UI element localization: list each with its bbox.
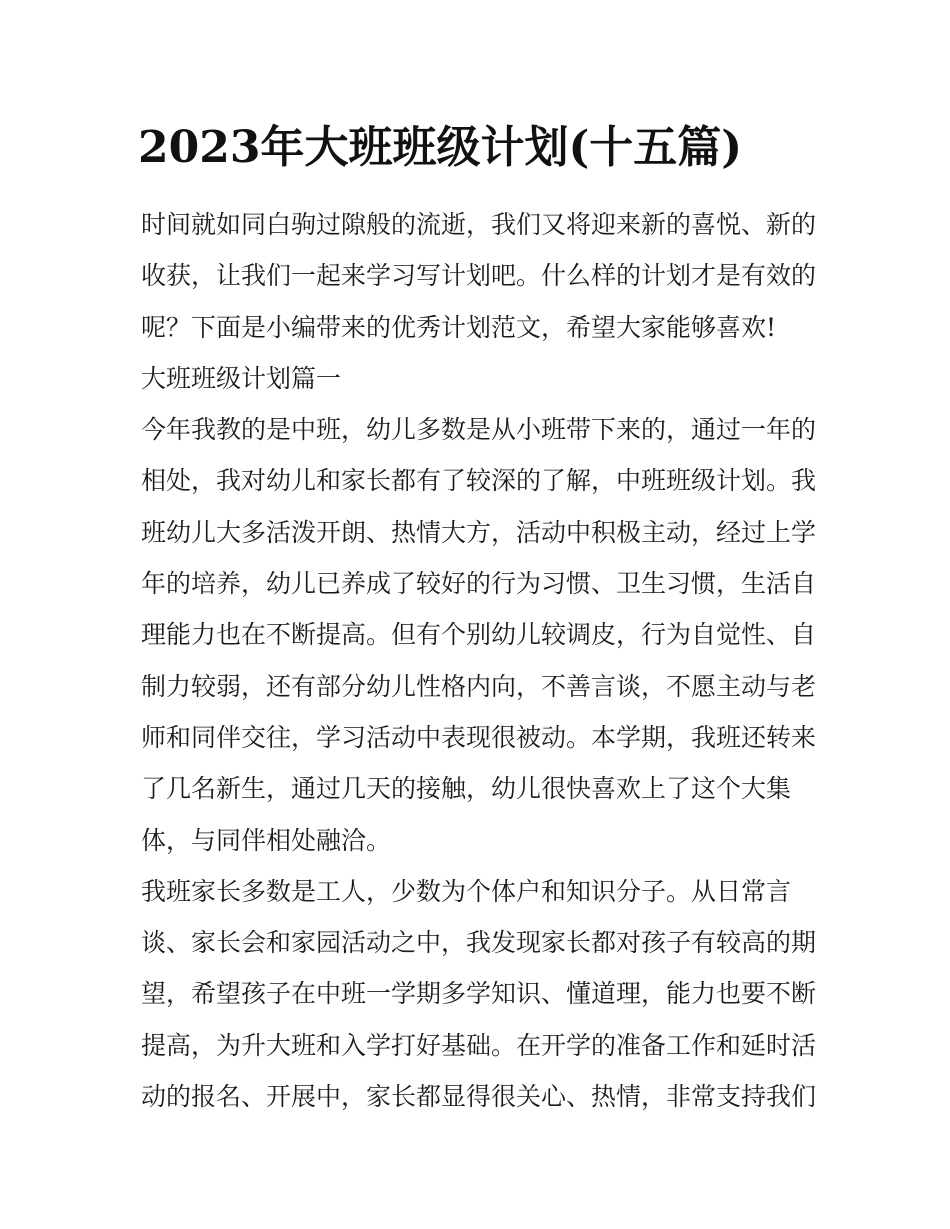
body-line: 望，希望孩子在中班一学期多学知识、懂道理，能力也要不断 bbox=[141, 979, 817, 1009]
body-line: 相处，我对幼儿和家长都有了较深的了解，中班班级计划。我 bbox=[141, 466, 817, 496]
body-line: 动的报名、开展中，家长都显得很关心、热情，非常支持我们 bbox=[141, 1082, 817, 1112]
body-line: 收获，让我们一起来学习写计划吧。什么样的计划才是有效的 bbox=[141, 261, 817, 291]
body-line: 制力较弱，还有部分幼儿性格内向，不善言谈，不愿主动与老 bbox=[141, 671, 817, 701]
body-line: 体，与同伴相处融洽。 bbox=[141, 825, 392, 855]
document-title: 2023年大班班级计划(十五篇) bbox=[138, 122, 743, 173]
body-line: 师和同伴交往，学习活动中表现很被动。本学期，我班还转来 bbox=[141, 722, 817, 752]
body-line: 班幼儿大多活泼开朗、热情大方，活动中积极主动，经过上学 bbox=[141, 517, 817, 547]
section-heading: 大班班级计划篇一 bbox=[141, 363, 342, 393]
body-line: 理能力也在不断提高。但有个别幼儿较调皮，行为自觉性、自 bbox=[141, 620, 817, 650]
body-line: 提高，为升大班和入学打好基础。在开学的准备工作和延时活 bbox=[141, 1030, 817, 1060]
body-line: 了几名新生，通过几天的接触，幼儿很快喜欢上了这个大集 bbox=[141, 774, 792, 804]
body-line: 时间就如同白驹过隙般的流逝，我们又将迎来新的喜悦、新的 bbox=[141, 210, 817, 239]
body-line: 今年我教的是中班，幼儿多数是从小班带下来的，通过一年的 bbox=[141, 415, 817, 445]
body-line: 谈、家长会和家园活动之中，我发现家长都对孩子有较高的期 bbox=[141, 928, 817, 958]
document-body bbox=[141, 199, 821, 1122]
body-line: 年的培养，幼儿已养成了较好的行为习惯、卫生习惯，生活自 bbox=[141, 569, 817, 599]
body-line: 我班家长多数是工人，少数为个体户和知识分子。从日常言 bbox=[141, 876, 792, 906]
body-line: 呢？下面是小编带来的优秀计划范文，希望大家能够喜欢! bbox=[141, 312, 777, 342]
